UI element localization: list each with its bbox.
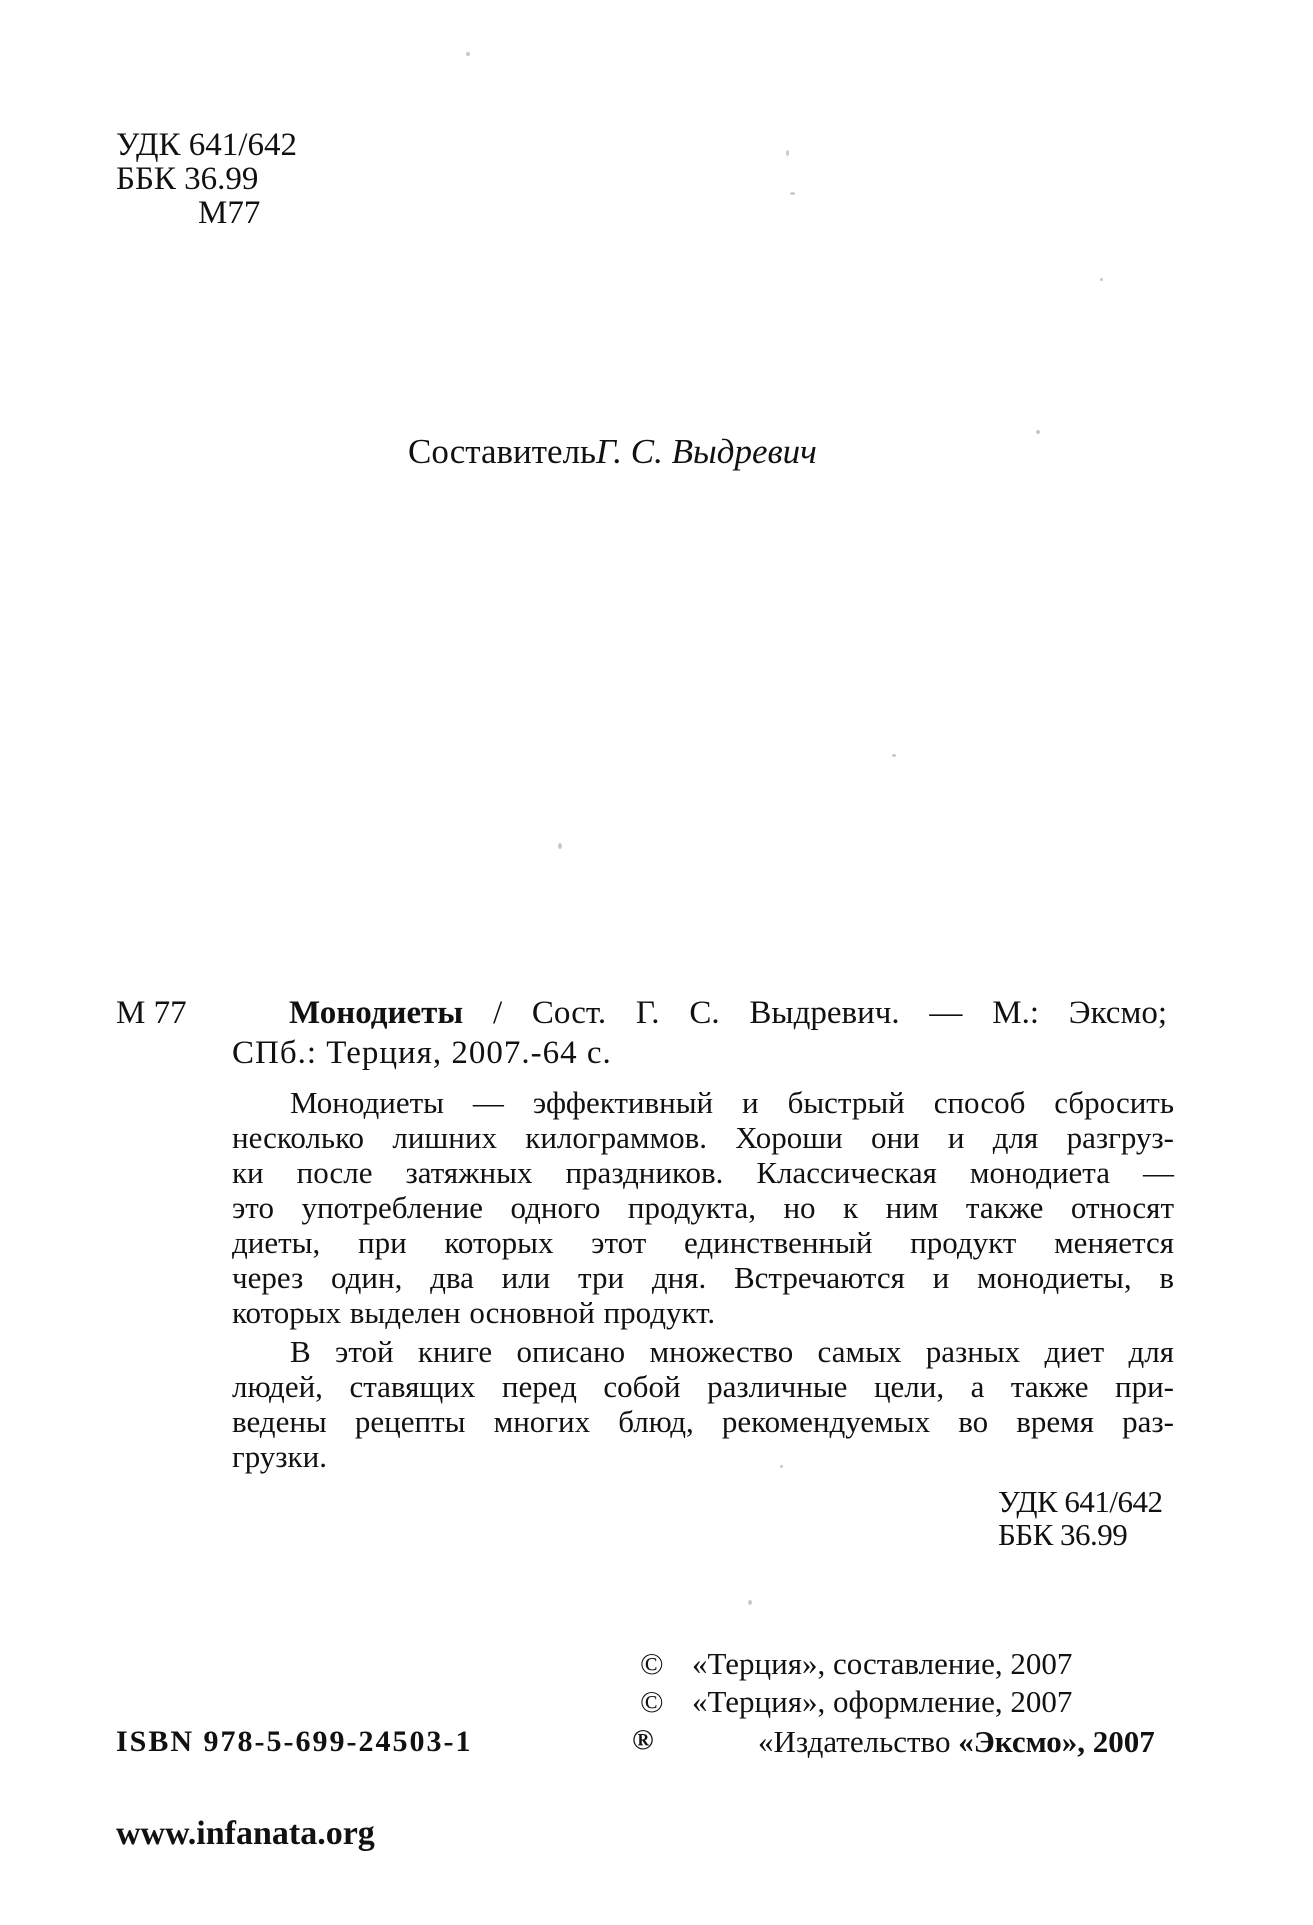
compiler-name: Г. С. Выдревич xyxy=(596,432,817,471)
udk-code-header: УДК 641/642 xyxy=(116,127,297,163)
scan-speck xyxy=(1100,278,1103,281)
author-mark-header: М77 xyxy=(198,195,261,231)
scan-speck xyxy=(558,843,562,849)
bbk-code-footer: ББК 36.99 xyxy=(998,1517,1128,1552)
copyright-text: «Терция», оформление, 2007 xyxy=(692,1684,1073,1719)
compiler-line xyxy=(408,432,817,472)
annotation-line: грузки. xyxy=(232,1439,327,1474)
copyright-compilation xyxy=(640,1646,1072,1682)
annotation-line: через один, два или три дня. Встречаются и монодиеты, в xyxy=(232,1260,1174,1295)
copyright-publisher xyxy=(758,1724,1155,1760)
copyright-symbol: © xyxy=(640,1684,664,1719)
scan-speck xyxy=(1036,430,1040,434)
annotation-line: Монодиеты — эффективный и быстрый способ сбросить xyxy=(290,1085,1174,1120)
bib-author-mark: М 77 xyxy=(116,995,187,1031)
scan-speck xyxy=(748,1600,752,1605)
annotation-line: В этой книге описано множество самых разных диет для xyxy=(290,1334,1174,1369)
scan-speck xyxy=(466,52,470,56)
bib-entry-line-2: СПб.: Терция, 2007.-64 с. xyxy=(232,1035,612,1071)
annotation-line: это употребление одного продукта, но к ним также относят xyxy=(232,1190,1174,1225)
bbk-code-header: ББК 36.99 xyxy=(116,161,259,197)
bib-entry-line-1 xyxy=(289,995,1167,1032)
annotation-line: людей, ставящих перед собой различные цели, а также при- xyxy=(232,1369,1174,1404)
scan-speck xyxy=(780,1465,783,1468)
copyright-symbol: © xyxy=(640,1646,664,1681)
udk-code-footer: УДК 641/642 xyxy=(998,1484,1163,1519)
annotation-line: ведены рецепты многих блюд, рекомендуемых во время раз- xyxy=(232,1404,1174,1439)
annotation-line: которых выделен основной продукт. xyxy=(232,1295,716,1330)
publisher-name: «Эксмо», 2007 xyxy=(958,1724,1155,1759)
registered-mark: ® xyxy=(632,1724,654,1756)
scan-speck xyxy=(790,192,795,195)
copyright-publisher-prefix: «Издательство xyxy=(758,1724,959,1759)
compiler-label: Составитель xyxy=(408,432,597,471)
book-title: Монодиеты xyxy=(289,995,464,1031)
annotation-line: ки после затяжных праздников. Классическая монодиета — xyxy=(232,1155,1174,1190)
copyright-text: «Терция», составление, 2007 xyxy=(692,1646,1073,1681)
scan-speck xyxy=(786,150,789,156)
isbn: ISBN 978-5-699-24503-1 xyxy=(116,1725,473,1758)
website-link[interactable]: www.infanata.org xyxy=(116,1815,375,1852)
annotation-line: диеты, при которых этот единственный продукт меняется xyxy=(232,1225,1174,1260)
bib-entry-details: / Сост. Г. С. Выдревич. — М.: Эксмо; xyxy=(492,995,1168,1031)
annotation-line: несколько лишних килограммов. Хороши они и для разгруз- xyxy=(232,1120,1174,1155)
scan-speck xyxy=(892,754,896,757)
copyright-design xyxy=(640,1684,1072,1720)
